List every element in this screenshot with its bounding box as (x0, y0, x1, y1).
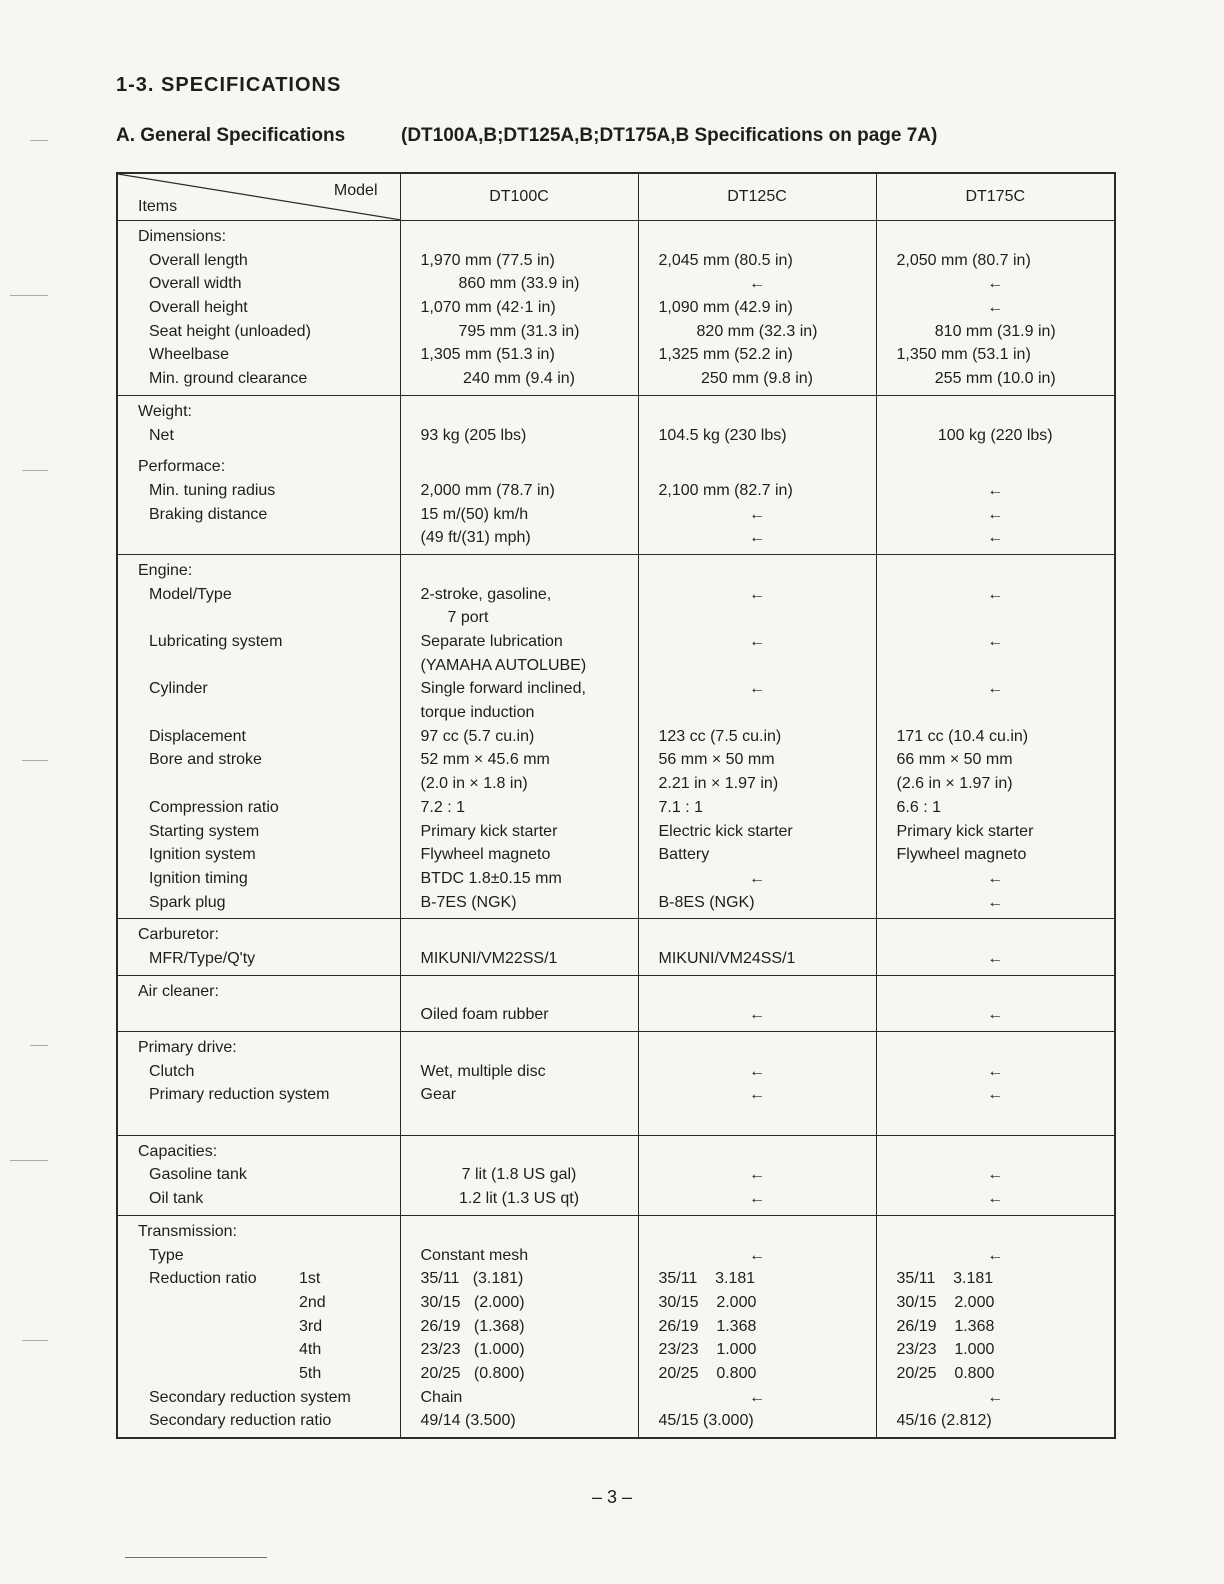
dt125c-compression: 7.1 : 1 (658, 798, 703, 816)
dt100c-displacement: 97 cc (5.7 cu.in) (420, 727, 535, 745)
dt100c-net-weight: 93 kg (205 lbs) (420, 426, 527, 444)
label-cylinder: Cylinder (149, 680, 208, 698)
dt100c-seat-height: 795 mm (31.3 in) (458, 322, 580, 340)
same-as-arrow: ← (987, 1388, 1004, 1406)
dt125c-spark-plug: B-8ES (NGK) (658, 893, 755, 911)
page-number: – 3 – (591, 1487, 633, 1507)
header-dt175c: DT175C (876, 173, 1115, 221)
same-as-arrow: ← (987, 893, 1004, 911)
weight-dt125c (638, 395, 876, 554)
dt100c-clutch: Wet, multiple disc (420, 1062, 546, 1080)
weight-labels (117, 395, 400, 554)
same-as-arrow: ← (987, 633, 1004, 650)
dt100c-air-cleaner: Oiled foam rubber (420, 1006, 549, 1024)
dt100c-ratio-3rd: 26/19 (1.368) (420, 1317, 525, 1335)
label-oil-tank: Oil tank (149, 1190, 204, 1208)
same-as-arrow: ← (749, 633, 765, 650)
dimensions-dt175c (876, 221, 1115, 396)
dt175c-ratio-3rd: 26/19 1.368 (896, 1317, 995, 1335)
dimensions-dt125c (638, 221, 876, 396)
dt175c-starting: Primary kick starter (896, 822, 1034, 840)
dt125c-displacement: 123 cc (7.5 cu.in) (658, 727, 782, 745)
dt100c-ground-clearance: 240 mm (9.4 in) (462, 370, 576, 388)
same-as-arrow: ← (749, 529, 765, 547)
same-as-arrow: ← (749, 1006, 765, 1024)
label-type: Type (149, 1246, 184, 1264)
same-as-arrow: ← (987, 1166, 1004, 1184)
label-mfr-type-qty: MFR/Type/Q'ty (149, 949, 256, 967)
carburetor-group (117, 919, 1115, 975)
same-as-arrow: ← (987, 275, 1004, 293)
dt100c-overall-length: 1,970 mm (77.5 in) (420, 251, 555, 269)
same-as-arrow: ← (749, 1246, 765, 1264)
same-as-arrow: ← (749, 275, 765, 293)
dt125c-overall-length: 2,045 mm (80.5 in) (658, 251, 793, 269)
same-as-arrow: ← (749, 505, 765, 523)
dt175c-ground-clearance: 255 mm (10.0 in) (934, 370, 1056, 388)
transmission-title: Transmission: (138, 1222, 237, 1240)
dimensions-dt100c (400, 221, 638, 396)
dt175c-ratio-4th: 23/23 1.000 (896, 1341, 995, 1359)
label-net: Net (149, 426, 174, 444)
same-as-arrow: ← (749, 869, 765, 887)
same-as-arrow: ← (987, 529, 1004, 547)
margin-mark (30, 140, 48, 141)
same-as-arrow: ← (987, 680, 1004, 698)
dt175c-ratio-1st: 35/11 3.181 (896, 1270, 994, 1288)
dt175c-ratio-2nd: 30/15 2.000 (896, 1293, 995, 1311)
dt100c-compression: 7.2 : 1 (420, 798, 465, 816)
label-bore-and-stroke: Bore and stroke (149, 751, 262, 769)
label-seat-height: Seat height (unloaded) (149, 322, 311, 340)
performance-title: Performace: (138, 458, 226, 476)
dt100c-carburetor: MIKUNI/VM22SS/1 (420, 949, 558, 967)
dt125c-ratio-1st: 35/11 3.181 (658, 1270, 756, 1288)
dt100c-wheelbase: 1,305 mm (51.3 in) (420, 346, 555, 364)
dt125c-ratio-5th: 20/25 0.800 (658, 1364, 757, 1382)
subtitle (116, 125, 937, 147)
capacities-group (117, 1135, 1115, 1215)
dt100c-torque-induction: torque induction (420, 704, 535, 722)
same-as-arrow: ← (749, 1388, 765, 1406)
air-cleaner-title: Air cleaner: (138, 982, 219, 1000)
dt100c-timing: BTDC 1.8±0.15 mm (420, 869, 562, 887)
weight-dt100c (400, 395, 638, 554)
dt100c-bore-stroke-in: (2.0 in × 1.8 in) (420, 775, 528, 793)
same-as-arrow: ← (749, 1190, 765, 1208)
dt100c-engine-type: 2-stroke, gasoline, (420, 585, 552, 603)
dt100c-engine-ports: 7 port (447, 609, 489, 627)
weight-performance-group (117, 395, 1115, 554)
gear-2nd: 2nd (299, 1293, 326, 1311)
same-as-arrow: ← (987, 299, 1004, 317)
engine-group (117, 554, 1115, 918)
dt125c-secondary-ratio: 45/15 (3.000) (658, 1412, 754, 1430)
dt100c-secondary-system: Chain (420, 1388, 463, 1406)
dimensions-title: Dimensions: (138, 228, 227, 245)
header-dt100c: DT100C (400, 173, 638, 221)
dt125c-starting: Electric kick starter (658, 822, 793, 840)
margin-mark (22, 760, 48, 761)
dt100c-ignition: Flywheel magneto (420, 846, 551, 864)
dt100c-overall-width: 860 mm (33.9 in) (458, 275, 580, 293)
gear-4th: 4th (299, 1341, 322, 1359)
engine-title: Engine: (138, 561, 193, 579)
same-as-arrow: ← (987, 1190, 1004, 1208)
dt175c-seat-height: 810 mm (31.9 in) (934, 322, 1056, 340)
same-as-arrow: ← (987, 481, 1004, 499)
label-gasoline-tank: Gasoline tank (149, 1166, 247, 1184)
dt175c-secondary-ratio: 45/16 (2.812) (896, 1412, 992, 1430)
dt125c-net-weight: 104.5 kg (230 lbs) (658, 426, 787, 444)
dt125c-overall-height: 1,090 mm (42.9 in) (658, 299, 793, 317)
label-secondary-reduction-system: Secondary reduction system (149, 1388, 351, 1406)
dt100c-lubrication: Separate lubrication (420, 633, 563, 650)
same-as-arrow: ← (987, 1246, 1004, 1264)
dt100c-autolube: (YAMAHA AUTOLUBE) (420, 656, 587, 674)
primary-drive-group (117, 1032, 1115, 1136)
air-cleaner-group (117, 975, 1115, 1031)
dt125c-bore-stroke: 56 mm × 50 mm (658, 751, 775, 769)
gear-5th: 5th (299, 1364, 322, 1382)
dt100c-starting: Primary kick starter (420, 822, 558, 840)
primary-drive-title: Primary drive: (138, 1039, 237, 1056)
label-compression-ratio: Compression ratio (149, 798, 279, 816)
engine-dt125c (638, 554, 876, 918)
weight-dt175c (876, 395, 1115, 554)
specifications-table (116, 172, 1116, 1439)
label-overall-width: Overall width (149, 275, 242, 293)
subtitle-general-specs: A. General Specifications (116, 125, 346, 146)
dt125c-ground-clearance: 250 mm (9.8 in) (700, 370, 814, 388)
same-as-arrow: ← (749, 1062, 765, 1080)
dt125c-carburetor: MIKUNI/VM24SS/1 (658, 949, 796, 967)
header-items-label: Items (138, 198, 178, 215)
label-spark-plug: Spark plug (149, 893, 226, 911)
dt100c-overall-height: 1,070 mm (42·1 in) (420, 299, 556, 317)
engine-dt175c (876, 554, 1115, 918)
label-lubricating-system: Lubricating system (149, 633, 283, 650)
weight-title: Weight: (138, 402, 192, 420)
same-as-arrow: ← (749, 585, 765, 603)
dt100c-oil-tank: 1.2 lit (1.3 US qt) (458, 1190, 580, 1208)
dt100c-gasoline-tank: 7 lit (1.8 US gal) (461, 1166, 577, 1184)
margin-mark (10, 295, 48, 296)
same-as-arrow: ← (987, 505, 1004, 523)
section-title: 1-3. SPECIFICATIONS (116, 74, 342, 96)
same-as-arrow: ← (987, 1062, 1004, 1080)
margin-mark (10, 1160, 48, 1161)
dt100c-cylinder: Single forward inclined, (420, 680, 586, 698)
dt175c-wheelbase: 1,350 mm (53.1 in) (896, 346, 1031, 364)
dt175c-overall-length: 2,050 mm (80.7 in) (896, 251, 1031, 269)
carburetor-title: Carburetor: (138, 926, 219, 944)
dt175c-compression: 6.6 : 1 (896, 798, 941, 816)
label-model-type: Model/Type (149, 585, 232, 603)
engine-dt100c (400, 554, 638, 918)
dt175c-ratio-5th: 20/25 0.800 (896, 1364, 995, 1382)
dt175c-ignition: Flywheel magneto (896, 846, 1027, 864)
dt125c-seat-height: 820 mm (32.3 in) (696, 322, 818, 340)
dt125c-ignition: Battery (658, 846, 710, 864)
dt125c-tuning-radius: 2,100 mm (82.7 in) (658, 481, 793, 499)
dt100c-transmission-type: Constant mesh (420, 1246, 529, 1264)
header-dt125c: DT125C (638, 173, 876, 221)
label-braking-distance: Braking distance (149, 505, 268, 523)
dt175c-displacement: 171 cc (10.4 cu.in) (896, 727, 1029, 745)
dt100c-ratio-1st: 35/11 (3.181) (420, 1270, 524, 1288)
dt125c-wheelbase: 1,325 mm (52.2 in) (658, 346, 793, 364)
transmission-group (117, 1215, 1115, 1438)
dt125c-bore-stroke-in: 2.21 in × 1.97 in) (658, 775, 779, 793)
margin-mark (22, 1340, 48, 1341)
dt100c-ratio-5th: 20/25 (0.800) (420, 1364, 525, 1382)
same-as-arrow: ← (749, 1086, 765, 1104)
same-as-arrow: ← (987, 1006, 1004, 1024)
table-header-row (117, 173, 1115, 221)
label-secondary-reduction-ratio: Secondary reduction ratio (149, 1412, 332, 1430)
dt100c-ratio-4th: 23/23 (1.000) (420, 1341, 525, 1359)
dt125c-ratio-4th: 23/23 1.000 (658, 1341, 757, 1359)
gear-3rd: 3rd (299, 1317, 323, 1335)
dimensions-group (117, 221, 1115, 396)
label-clutch: Clutch (149, 1062, 195, 1080)
dt125c-ratio-2nd: 30/15 2.000 (658, 1293, 757, 1311)
same-as-arrow: ← (987, 949, 1004, 967)
dt100c-braking-distance: 15 m/(50) km/h (420, 505, 529, 523)
margin-mark (30, 1045, 48, 1046)
capacities-title: Capacities: (138, 1142, 218, 1160)
dt175c-net-weight: 100 kg (220 lbs) (937, 426, 1053, 444)
label-ignition-system: Ignition system (149, 846, 256, 864)
label-primary-reduction: Primary reduction system (149, 1086, 330, 1104)
header-model-label: Model (333, 182, 378, 199)
dt125c-ratio-3rd: 26/19 1.368 (658, 1317, 757, 1335)
dt100c-spark-plug: B-7ES (NGK) (420, 893, 517, 911)
same-as-arrow: ← (749, 1166, 765, 1184)
dt175c-bore-stroke: 66 mm × 50 mm (896, 751, 1013, 769)
dt100c-braking-distance-imperial: (49 ft/(31) mph) (420, 529, 531, 547)
label-displacement: Displacement (149, 727, 246, 745)
dt100c-tuning-radius: 2,000 mm (78.7 in) (420, 481, 555, 499)
dt175c-bore-stroke-in: (2.6 in × 1.97 in) (896, 775, 1013, 793)
label-overall-length: Overall length (149, 251, 248, 269)
gear-1st: 1st (299, 1270, 321, 1288)
label-min-tuning-radius: Min. tuning radius (149, 481, 276, 499)
dt100c-secondary-ratio: 49/14 (3.500) (420, 1412, 516, 1430)
label-overall-height: Overall height (149, 299, 248, 317)
label-starting-system: Starting system (149, 822, 260, 840)
dt100c-ratio-2nd: 30/15 (2.000) (420, 1293, 525, 1311)
label-wheelbase: Wheelbase (149, 346, 230, 364)
same-as-arrow: ← (749, 680, 765, 698)
subtitle-model-note: (DT100A,B;DT125A,B;DT175A,B Specifications on page 7A) (401, 125, 938, 146)
label-reduction-ratio: Reduction ratio (149, 1270, 257, 1288)
bottom-rule (125, 1557, 267, 1558)
same-as-arrow: ← (987, 585, 1004, 603)
dimensions-labels (117, 221, 400, 396)
margin-mark (22, 470, 48, 471)
engine-labels (117, 554, 400, 918)
label-min-ground-clearance: Min. ground clearance (149, 370, 308, 388)
same-as-arrow: ← (987, 869, 1004, 887)
same-as-arrow: ← (987, 1086, 1004, 1104)
header-items-model-cell (117, 173, 400, 221)
dt100c-primary-reduction: Gear (420, 1086, 457, 1104)
dt100c-bore-stroke: 52 mm × 45.6 mm (420, 751, 550, 769)
label-ignition-timing: Ignition timing (149, 869, 248, 887)
